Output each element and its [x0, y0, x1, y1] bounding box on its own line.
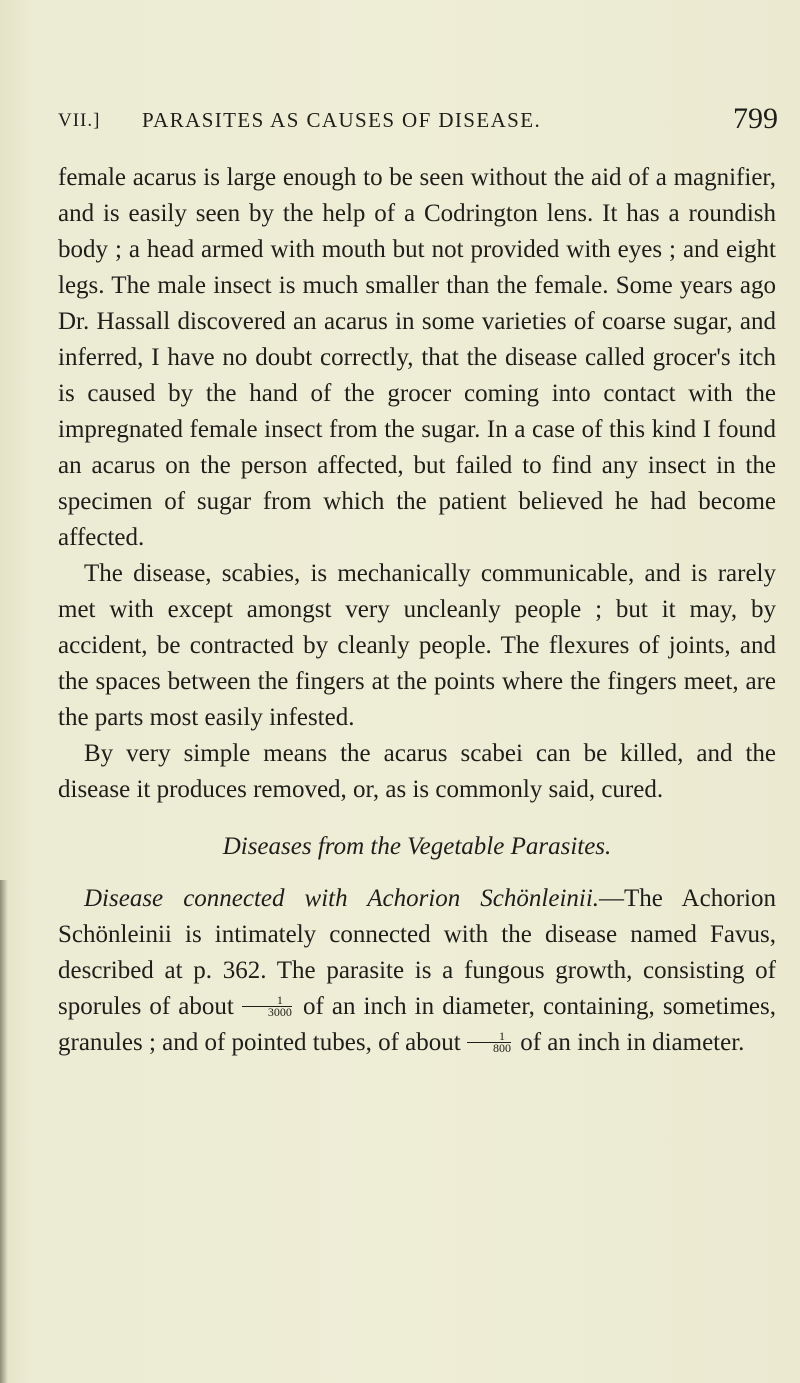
- chapter-marker: VII.]: [58, 110, 101, 131]
- fraction-denominator: 3000: [267, 1005, 292, 1019]
- fraction-numerator: 1: [242, 995, 292, 1007]
- fraction: [467, 1031, 511, 1054]
- paragraph: female acarus is large enough to be seen without the aid of a magnifier, and is easily seen by the help of a Codrington lens. It has a roundish body ; a head armed with mouth but not provided with eyes ; and eight legs. The male insect is much smaller than the female. Some years ago Dr. Hassall discovered an acarus in some varieties of coarse sugar, and inferred, I have no doubt correctly, that the disease called grocer's itch is caused by the hand of the grocer coming into contact with the impregnated female insect from the sugar. In a case of this kind I found an acarus on the person affected, but failed to find any insect in the specimen of sugar from which the patient believed he had become affected.: [58, 164, 776, 551]
- fraction-numerator: 1: [467, 1031, 511, 1043]
- fraction-denominator: 800: [492, 1041, 511, 1055]
- page-number: 799: [733, 102, 778, 135]
- running-title: PARASITES AS CAUSES OF DISEASE.: [142, 108, 542, 132]
- paragraph-subhead: Disease connected with Achorion Schönleinii.: [84, 885, 600, 912]
- paragraph: By very simple means the acarus scabei can be killed, and the disease it produces removed, or, as is commonly said, cured.: [58, 740, 776, 803]
- paragraph: The disease, scabies, is mechanically communicable, and is rarely met with except amongst very uncleanly people ; but it may, by accident, be contracted by cleanly people. The flexures of joints, and the spaces between the fingers at the points where the fingers meet, are the parts most easily infested.: [58, 560, 776, 731]
- binding-edge-shadow: [0, 880, 8, 1383]
- paragraph-text: —The Achorion Schönleinii is intimately connected with the disease named Favus, described at p. 362. The parasite is a fungous growth, consisting of sporules of about: [58, 885, 776, 1020]
- fraction: [242, 995, 292, 1018]
- paragraph-text: of an inch in diameter, containing, sometimes, granules ; and of pointed tubes, of about: [58, 993, 776, 1056]
- section-heading: Diseases from the Vegetable Parasites.: [222, 833, 612, 860]
- paragraph: [58, 881, 776, 1061]
- running-header: [58, 102, 778, 136]
- paragraph-text: of an inch in diameter.: [513, 1029, 745, 1056]
- body-text: [58, 160, 776, 1061]
